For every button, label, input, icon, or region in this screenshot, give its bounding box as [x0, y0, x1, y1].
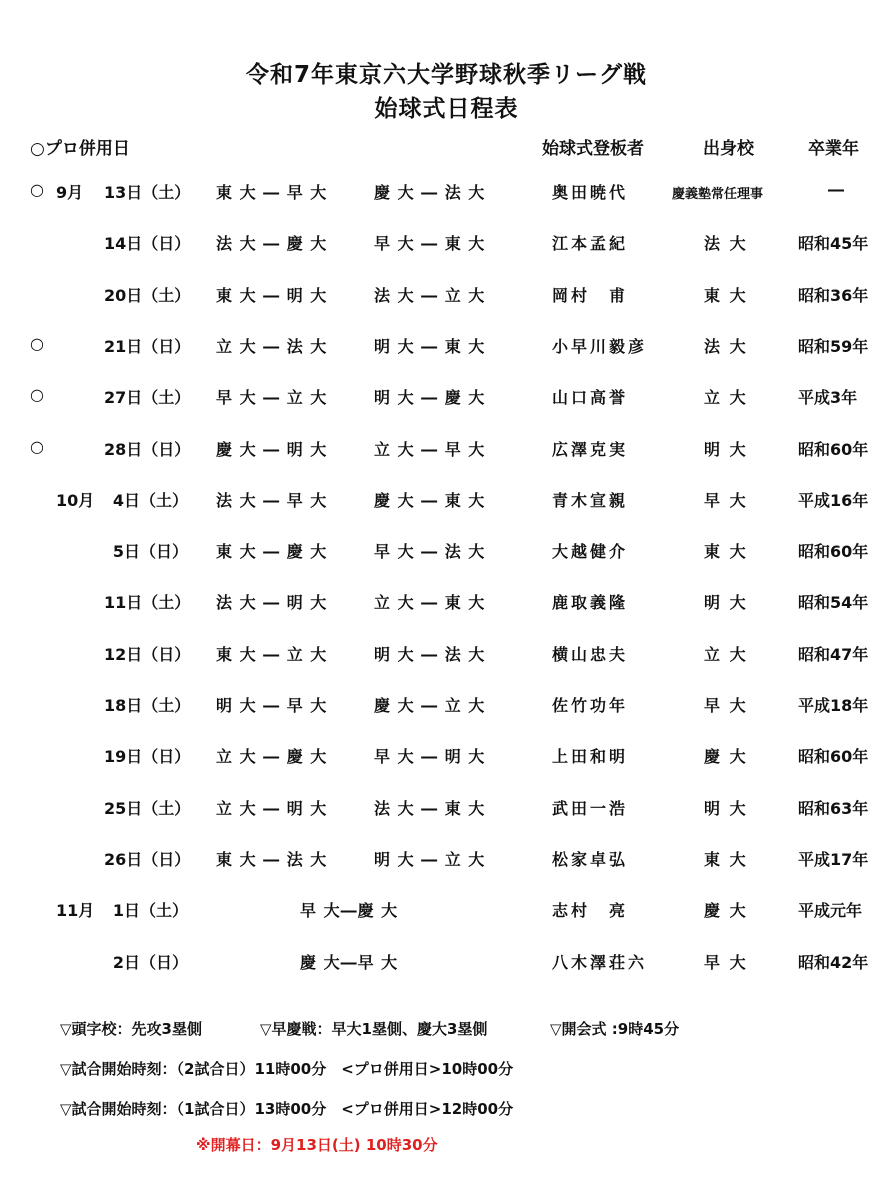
pitcher-cell: 八木澤荘六	[552, 952, 648, 972]
matchup-2-cell: 立 大 ― 早 大	[374, 439, 486, 459]
opening-day-note: ※開幕日：9月13日(土) 10時30分	[196, 1136, 438, 1154]
matchup-2-cell: 早 大 ― 明 大	[374, 747, 486, 767]
pro-day-legend: ○プロ併用日	[30, 139, 130, 159]
school-cell: 早 大	[704, 952, 748, 972]
schedule-row	[0, 283, 893, 313]
note-opening-ceremony: ▽開会式 :9時45分	[550, 1020, 680, 1038]
date-cell: 14日（日）	[104, 234, 191, 254]
schedule-row	[0, 693, 893, 723]
graduation-year-cell: 昭和60年	[798, 439, 869, 459]
matchup-1-cell: 東 大 ― 早 大	[216, 183, 328, 202]
matchup-1-cell: 早 大 ― 立 大	[216, 388, 328, 408]
graduation-year-cell: 昭和54年	[798, 593, 869, 613]
date-cell: 12日（日）	[104, 644, 191, 664]
pitcher-cell: 武田一浩	[552, 798, 629, 818]
date-cell: 5日（日）	[112, 542, 188, 562]
matchup-2-cell: 慶 大 ― 法 大	[374, 183, 486, 202]
matchup-1-cell: 立 大 ― 慶 大	[216, 747, 328, 767]
schedule-row	[0, 847, 893, 877]
graduation-year-cell: 昭和59年	[798, 336, 869, 356]
matchup-2-cell: 早 大 ― 法 大	[374, 542, 486, 562]
school-cell: 明 大	[704, 593, 748, 613]
schedule-row	[0, 950, 893, 980]
schedule-row	[0, 898, 893, 928]
pitcher-cell: 青木宣親	[552, 490, 629, 510]
pitcher-cell: 奥田暁代	[552, 183, 629, 202]
note-row-1	[60, 1018, 860, 1040]
pitcher-cell: 小早川毅彦	[552, 336, 648, 356]
matchup-cell: 早 大―慶 大	[300, 901, 399, 921]
matchup-cell: 慶 大―早 大	[300, 952, 399, 972]
date-cell: 27日（土）	[104, 388, 191, 408]
date-cell: 18日（土）	[104, 696, 191, 715]
graduation-year-cell: 平成16年	[798, 490, 869, 510]
pitcher-cell: 広澤克実	[552, 439, 629, 459]
matchup-1-cell: 法 大 ― 明 大	[216, 593, 328, 613]
graduation-year-cell: 昭和45年	[798, 234, 869, 254]
matchup-1-cell: 法 大 ― 慶 大	[216, 234, 328, 254]
schedule-row	[0, 231, 893, 261]
pro-day-mark: ○	[30, 436, 44, 456]
matchup-2-cell: 慶 大 ― 立 大	[374, 696, 486, 715]
schedule-row	[0, 796, 893, 826]
month-cell: 11月	[56, 901, 95, 921]
school-cell: 法 大	[704, 336, 748, 356]
matchup-2-cell: 明 大 ― 法 大	[374, 644, 486, 664]
graduation-year-cell: 昭和63年	[798, 798, 869, 818]
school-cell: 東 大	[704, 542, 748, 562]
schedule-row	[0, 539, 893, 569]
pro-day-mark: ○	[30, 385, 44, 405]
page-subtitle: 始球式日程表	[374, 96, 519, 122]
date-cell: 19日（日）	[104, 747, 191, 767]
pitcher-cell: 佐竹功年	[552, 696, 629, 715]
matchup-1-cell: 慶 大 ― 明 大	[216, 439, 328, 459]
pitcher-cell: 横山忠夫	[552, 644, 629, 664]
schedule-row	[0, 590, 893, 620]
schedule-row	[0, 744, 893, 774]
graduation-year-cell: 昭和60年	[798, 542, 869, 562]
matchup-1-cell: 立 大 ― 法 大	[216, 336, 328, 356]
matchup-1-cell: 法 大 ― 早 大	[216, 490, 328, 510]
date-cell: 28日（日）	[104, 439, 191, 459]
graduation-year-cell: 昭和60年	[798, 747, 869, 767]
school-cell: 慶 大	[704, 747, 748, 767]
date-cell: 13日（土）	[104, 183, 191, 202]
matchup-2-cell: 明 大 ― 立 大	[374, 849, 486, 869]
pitcher-cell: 山口高誉	[552, 388, 629, 408]
month-cell: 10月	[56, 490, 95, 510]
graduation-year-cell: 昭和36年	[798, 285, 869, 305]
note-home-team: ▽頭字校：先攻3塁側	[60, 1020, 202, 1038]
graduation-year-cell: 昭和42年	[798, 952, 869, 972]
pro-day-mark: ○	[30, 180, 44, 199]
matchup-2-cell: 法 大 ― 東 大	[374, 798, 486, 818]
date-cell: 21日（日）	[104, 336, 191, 356]
school-cell: 慶 大	[704, 901, 748, 921]
date-cell: 2日（日）	[112, 952, 188, 972]
school-cell: 明 大	[704, 798, 748, 818]
school-cell: 東 大	[704, 849, 748, 869]
pitcher-cell: 志村 亮	[552, 901, 629, 921]
matchup-2-cell: 法 大 ― 立 大	[374, 285, 486, 305]
matchup-2-cell: 早 大 ― 東 大	[374, 234, 486, 254]
school-cell: 早 大	[704, 696, 748, 715]
matchup-1-cell: 立 大 ― 明 大	[216, 798, 328, 818]
date-cell: 11日（土）	[104, 593, 191, 613]
date-cell: 26日（日）	[104, 849, 191, 869]
date-cell: 25日（土）	[104, 798, 191, 818]
page-title: 令和7年東京六大学野球秋季リーグ戦	[245, 62, 647, 88]
year-column-header: 卒業年	[808, 139, 859, 159]
matchup-1-cell: 明 大 ― 早 大	[216, 696, 328, 715]
date-cell: 4日（土）	[112, 490, 188, 510]
date-cell: 20日（土）	[104, 285, 191, 305]
pitcher-cell: 松家卓弘	[552, 849, 629, 869]
school-cell: 慶義塾常任理事	[672, 187, 764, 202]
matchup-2-cell: 明 大 ― 東 大	[374, 336, 486, 356]
matchup-1-cell: 東 大 ― 立 大	[216, 644, 328, 664]
pitcher-cell: 江本孟紀	[552, 234, 629, 254]
matchup-2-cell: 慶 大 ― 東 大	[374, 490, 486, 510]
pitcher-cell: 岡村 甫	[552, 285, 629, 305]
pro-day-mark: ○	[30, 333, 44, 353]
pitcher-cell: 大越健介	[552, 542, 629, 562]
month-cell: 9月	[56, 183, 84, 202]
graduation-year-cell: 昭和47年	[798, 644, 869, 664]
school-column-header: 出身校	[703, 139, 754, 159]
matchup-1-cell: 東 大 ― 明 大	[216, 285, 328, 305]
graduation-year-cell: 平成3年	[798, 388, 858, 408]
matchup-2-cell: 立 大 ― 東 大	[374, 593, 486, 613]
schedule-row	[0, 385, 893, 415]
school-cell: 立 大	[704, 644, 748, 664]
schedule-row	[0, 642, 893, 672]
pitcher-column-header: 始球式登板者	[542, 139, 644, 159]
school-cell: 東 大	[704, 285, 748, 305]
note-start-time-two-games: ▽試合開始時刻：（2試合日）11時00分 <プロ併用日>10時00分	[60, 1060, 514, 1078]
graduation-year-cell: 平成18年	[798, 696, 869, 715]
date-cell: 1日（土）	[112, 901, 188, 921]
note-sokei: ▽早慶戦：早大1塁側、慶大3塁側	[260, 1020, 488, 1038]
schedule-row	[0, 488, 893, 518]
schedule-row	[0, 334, 893, 364]
matchup-2-cell: 明 大 ― 慶 大	[374, 388, 486, 408]
school-cell: 法 大	[704, 234, 748, 254]
pitcher-cell: 鹿取義隆	[552, 593, 629, 613]
note-start-time-one-game: ▽試合開始時刻：（1試合日）13時00分 <プロ併用日>12時00分	[60, 1100, 514, 1118]
graduation-year-cell: ―	[828, 180, 844, 199]
graduation-year-cell: 平成17年	[798, 849, 869, 869]
graduation-year-cell: 平成元年	[798, 901, 863, 921]
pitcher-cell: 上田和明	[552, 747, 629, 767]
school-cell: 早 大	[704, 490, 748, 510]
matchup-1-cell: 東 大 ― 慶 大	[216, 542, 328, 562]
matchup-1-cell: 東 大 ― 法 大	[216, 849, 328, 869]
school-cell: 立 大	[704, 388, 748, 408]
school-cell: 明 大	[704, 439, 748, 459]
schedule-row	[0, 437, 893, 467]
schedule-row	[0, 180, 893, 210]
